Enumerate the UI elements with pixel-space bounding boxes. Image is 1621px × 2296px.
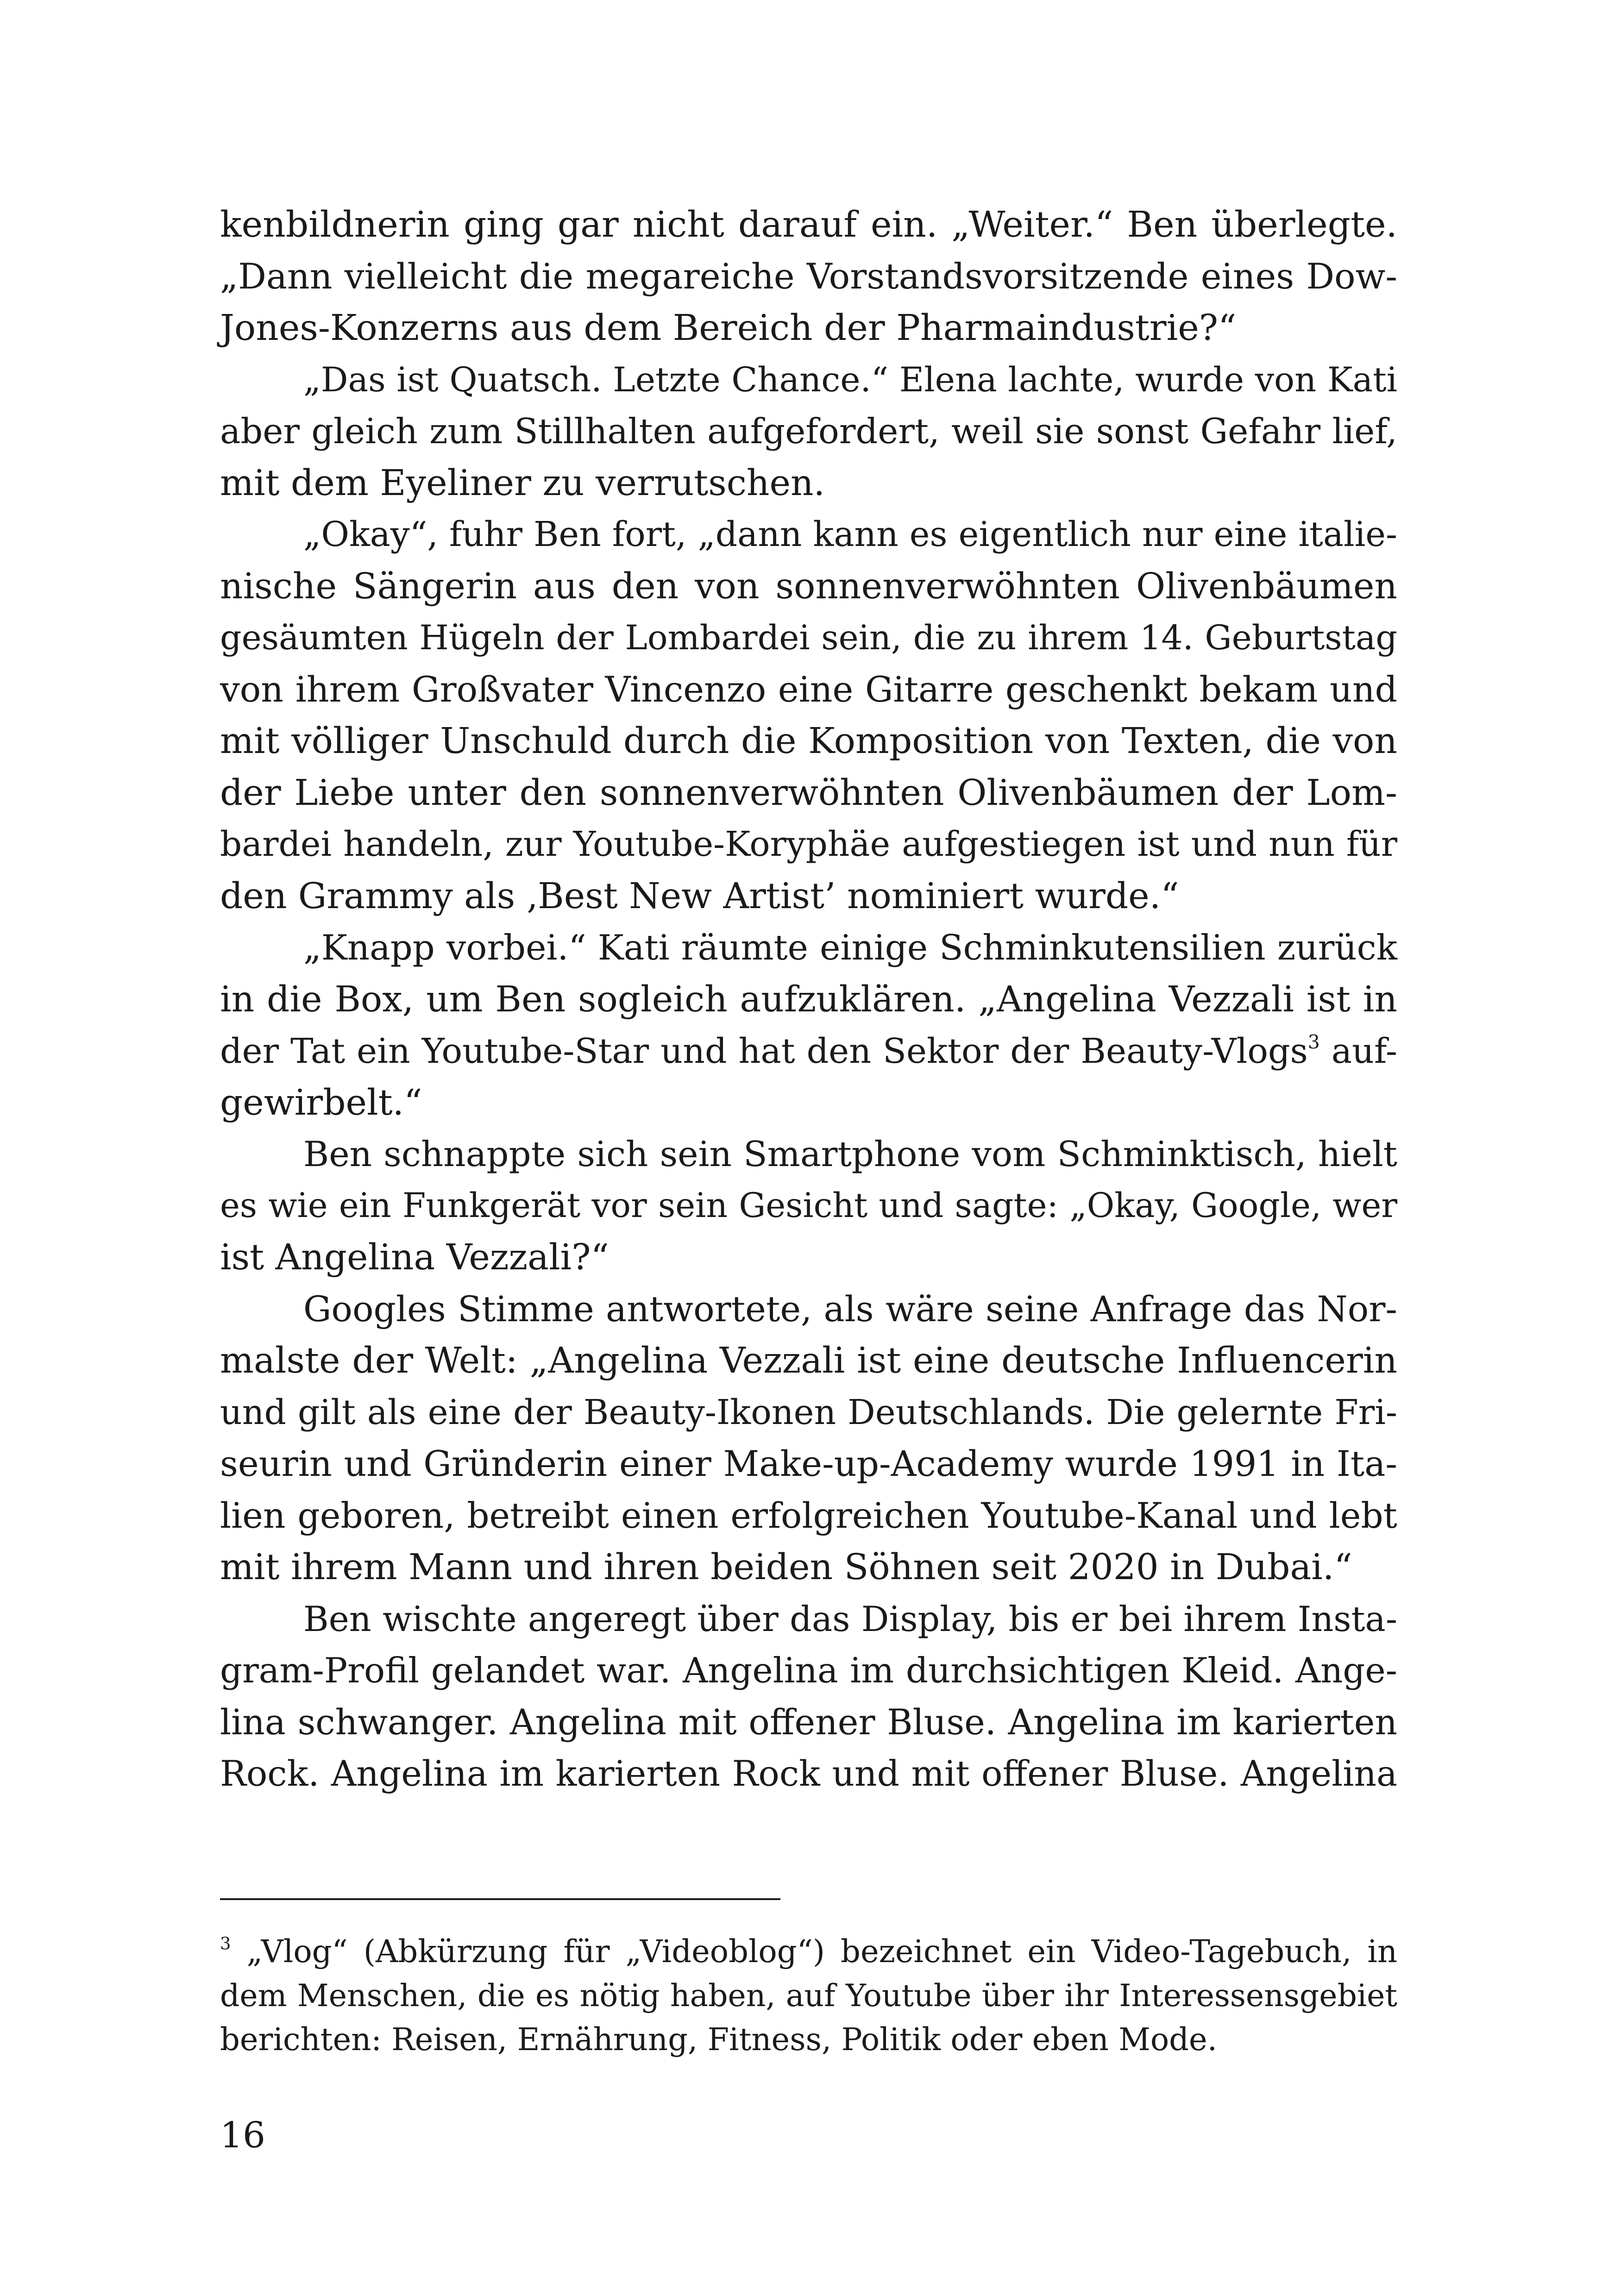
text-line — [220, 1077, 1397, 1129]
footnote — [220, 1930, 1397, 2062]
text-line — [220, 819, 1397, 871]
footnote-separator — [220, 1898, 780, 1900]
footnote-line — [220, 1930, 1397, 1974]
text-line — [220, 1593, 1397, 1645]
line-text: und gilt als eine der Beauty-Ikonen Deutschlands. Die gelernte Fri- — [220, 1392, 1397, 1432]
text-line — [220, 1232, 1397, 1284]
line-text: mit dem Eyeliner zu verrutschen. — [220, 462, 825, 504]
text-line — [220, 509, 1397, 561]
line-text: gewirbelt.“ — [220, 1082, 422, 1123]
line-text-continued: auf- — [1319, 1031, 1397, 1071]
text-line — [220, 715, 1397, 767]
line-text: lina schwanger. Angelina mit offener Bluse. Angelina im karierten — [220, 1701, 1397, 1743]
text-line — [220, 302, 1397, 354]
line-text: Googles Stimme antwortete, als wäre seine Anfrage das Nor- — [303, 1288, 1397, 1330]
line-text: mit völliger Unschuld durch die Komposition von Texten, die von — [220, 721, 1397, 762]
text-line — [220, 1335, 1397, 1387]
line-text: „Okay“, fuhr Ben fort, „dann kann es eigentlich nur eine italie- — [303, 514, 1397, 554]
text-line — [220, 1387, 1397, 1439]
text-line — [220, 767, 1397, 819]
text-line — [220, 974, 1397, 1026]
text-line — [220, 1697, 1397, 1749]
line-text: der Liebe unter den sonnenverwöhnten Olivenbäumen der Lom- — [220, 772, 1397, 814]
text-line — [220, 1645, 1397, 1697]
line-text: nische Sängerin aus den von sonnenverwöhnten Olivenbäumen — [220, 565, 1397, 607]
footnote-marker: 3 — [220, 1933, 231, 1954]
line-text: den Grammy als ‚Best New Artist’ nominiert wurde.“ — [220, 875, 1179, 917]
text-line — [220, 1748, 1397, 1800]
text-line — [220, 1542, 1397, 1593]
text-line — [220, 406, 1397, 458]
text-line — [220, 561, 1397, 613]
page-number: 16 — [220, 2115, 265, 2156]
text-line — [220, 1438, 1397, 1490]
line-text: kenbildnerin ging gar nicht darauf ein. „Weiter.“ Ben überlegte. — [220, 204, 1397, 245]
line-text: in die Box, um Ben sogleich aufzuklären. „Angelina Vezzali ist in — [220, 979, 1397, 1020]
text-line — [220, 871, 1397, 922]
line-text: ist Angelina Vezzali?“ — [220, 1237, 609, 1278]
footnote-reference: 3 — [1307, 1031, 1320, 1054]
line-text: lien geboren, betreibt einen erfolgreichen Youtube-Kanal und lebt — [220, 1495, 1397, 1536]
line-text: „Knapp vorbei.“ Kati räumte einige Schminkutensilien zurück — [303, 927, 1397, 968]
line-text: Ben schnappte sich sein Smartphone vom Schminktisch, hielt — [303, 1134, 1397, 1174]
line-text: der Tat ein Youtube-Star und hat den Sektor der Beauty-Vlogs — [220, 1031, 1308, 1071]
text-line — [220, 612, 1397, 664]
line-text: aber gleich zum Stillhalten aufgefordert, weil sie sonst Gefahr lief, — [220, 411, 1397, 452]
footnote-line — [220, 1974, 1397, 2018]
text-line — [220, 922, 1397, 974]
line-text: es wie ein Funkgerät vor sein Gesicht und sagte: „Okay, Google, wer — [220, 1186, 1397, 1225]
body-text — [220, 199, 1397, 1800]
text-line — [220, 1025, 1397, 1077]
text-line — [220, 354, 1397, 406]
line-text: gram-Profil gelandet war. Angelina im durchsichtigen Kleid. Ange- — [220, 1650, 1397, 1691]
text-line — [220, 251, 1397, 303]
line-text: mit ihrem Mann und ihren beiden Söhnen seit 2020 in Dubai.“ — [220, 1547, 1352, 1588]
line-text: Ben wischte angeregt über das Display, bis er bei ihrem Insta- — [303, 1599, 1397, 1639]
text-line — [220, 1284, 1397, 1336]
footnote-line-text: berichten: Reisen, Ernährung, Fitness, Politik oder eben Mode. — [220, 2021, 1217, 2058]
text-line — [220, 1129, 1397, 1180]
line-text: seurin und Gründerin einer Make-up-Academy wurde 1991 in Ita- — [220, 1443, 1397, 1484]
line-text: bardei handeln, zur Youtube-Koryphäe aufgestiegen ist und nun für — [220, 824, 1397, 864]
text-line — [220, 664, 1397, 716]
text-line — [220, 1490, 1397, 1542]
line-text: malste der Welt: „Angelina Vezzali ist eine deutsche Influencerin — [220, 1340, 1397, 1381]
line-text: von ihrem Großvater Vincenzo eine Gitarre geschenkt bekam und — [220, 669, 1397, 710]
text-line — [220, 1180, 1397, 1232]
footnote-line-text: dem Menschen, die es nötig haben, auf Youtube über ihr Interessensgebiet — [220, 1977, 1397, 2014]
line-text: Jones-Konzerns aus dem Bereich der Pharmaindustrie?“ — [220, 307, 1237, 349]
text-line — [220, 458, 1397, 509]
line-text: „Dann vielleicht die megareiche Vorstandsvorsitzende eines Dow- — [220, 256, 1397, 297]
footnote-line — [220, 2018, 1397, 2062]
footnote-line-text: „Vlog“ (Abkürzung für „Videoblog“) bezeichnet ein Video-Tagebuch, in — [231, 1933, 1397, 1970]
text-line — [220, 199, 1397, 251]
line-text: gesäumten Hügeln der Lombardei sein, die zu ihrem 14. Geburtstag — [220, 618, 1397, 658]
line-text: Rock. Angelina im karierten Rock und mit offener Bluse. Angelina — [220, 1753, 1397, 1794]
line-text: „Das ist Quatsch. Letzte Chance.“ Elena lachte, wurde von Kati — [303, 360, 1397, 400]
